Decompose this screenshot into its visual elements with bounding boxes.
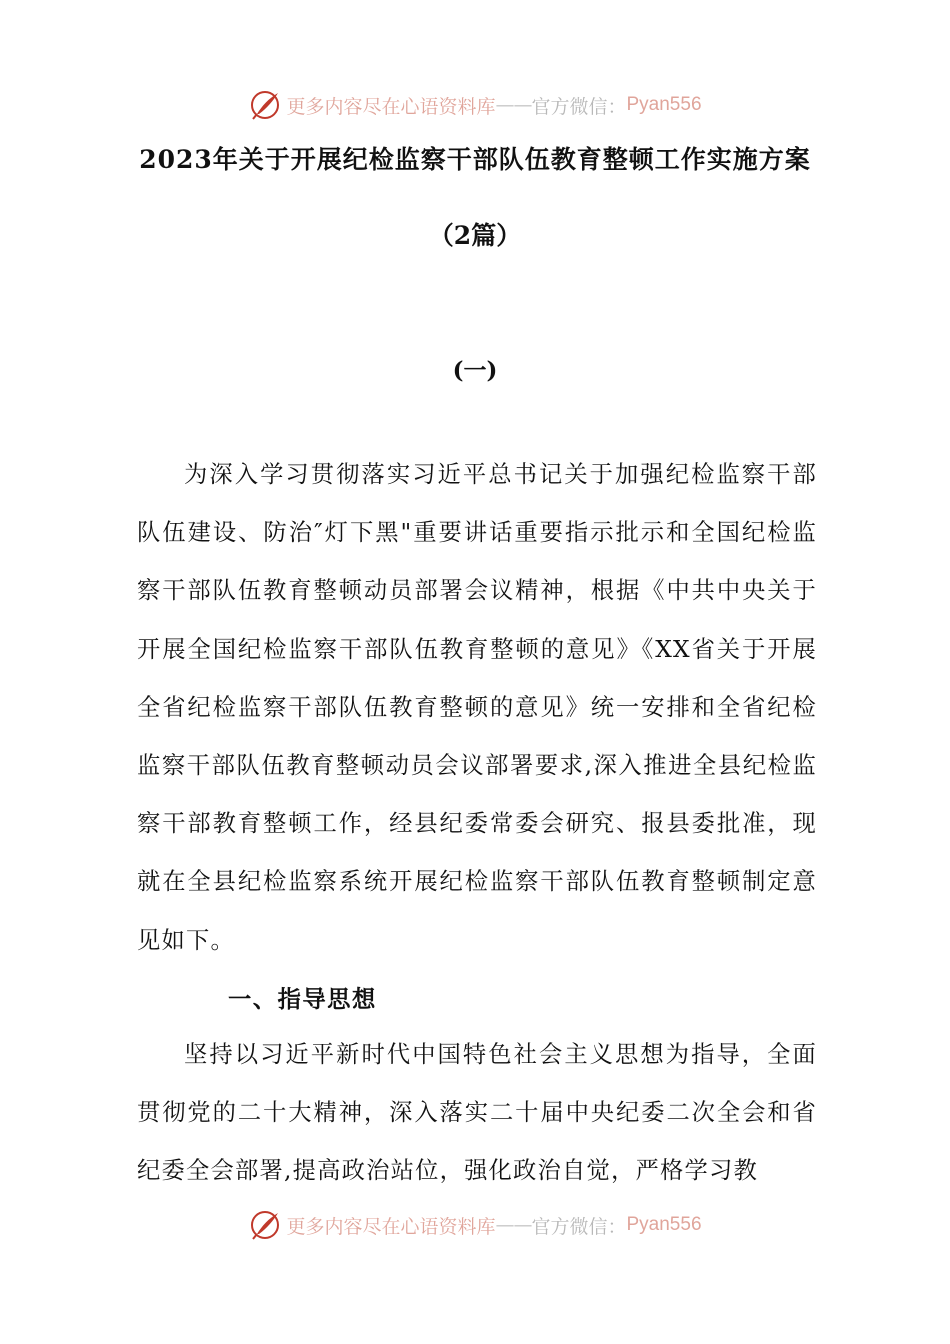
- watermark-id: Pyan556: [626, 1214, 702, 1235]
- watermark-text: 更多内容尽在心语资料库: [286, 95, 496, 118]
- intro-paragraph: 为深入学习贯彻落实习近平总书记关于加强纪检监察干部队伍建设、防治″灯下黑"重要讲话重要指示批示和全国纪检监察干部队伍教育整顿动员部署会议精神，根据《中共中央关于开展全国纪检监察干部队伍教育整顿的意见》《XX省关于开展全省纪检监察干部队伍教育整顿的意见》统一安排和全省纪检监察干部队伍教育整顿动员会议部署要求,深入推进全县纪检监察干部教育整顿工作，经县纪委常委会研究、报县委批准，现就在全县纪检监察系统开展纪检监察干部队伍教育整顿制定意见如下。: [137, 461, 817, 954]
- document-title: 2023年关于开展纪检监察干部队伍教育整顿工作实施方案: [139, 145, 811, 174]
- watermark-separator: ——: [495, 94, 532, 116]
- feather-pen-logo-icon: [248, 1208, 282, 1242]
- section-paragraph: 坚持以习近平新时代中国特色社会主义思想为指导，全面贯彻党的二十大精神，深入落实二十届中央纪委二次全会和省纪委全会部署,提高政治站位，强化政治自觉，严格学习教: [137, 1041, 817, 1185]
- watermark-separator: ——: [495, 1214, 532, 1236]
- watermark-footer: [0, 1205, 950, 1245]
- watermark-label: 官方微信：: [531, 95, 627, 118]
- section-heading: 一、指导思想: [228, 986, 377, 1013]
- feather-pen-logo-icon: [248, 88, 282, 122]
- document-subtitle: （2篇）: [428, 221, 522, 250]
- watermark-header: [0, 85, 950, 125]
- watermark-id: Pyan556: [626, 94, 702, 115]
- watermark-label: 官方微信：: [531, 1215, 627, 1238]
- part-marker: (一): [452, 357, 498, 384]
- watermark-text: 更多内容尽在心语资料库: [286, 1215, 496, 1238]
